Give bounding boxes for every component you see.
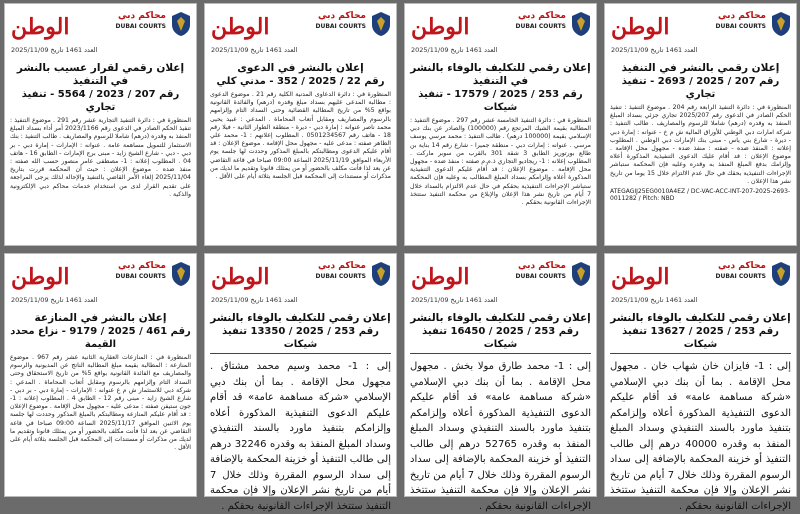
- newspaper-title: الوطن: [211, 264, 270, 290]
- issue-info: العدد 1461 تاريخ 2025/11/09: [611, 46, 698, 54]
- notice-body: إلى : 1- محمد وسيم محمد مشتاق . مجهول محل الإقامة . بما أن بنك دبي الإسلامي «شركة مساهمة عامة» قد أقام عليكم الدعوى التنفيذية المذكورة أعلاه وإلزامكم بتنفيذ ماورد بالسند التنفيذي وسداد المبلغ المنفذ به وقدره 32246 درهم إلى طالب التنفيذ أو خزينة المحكمة بالإضافة إلى سداد الرسوم المقررة وذلك خلال 7 أيام من تاريخ نشر الإعلان وإلا فإن محكمة التنفيذ ستتخذ الإجراءات القانونية بحقكم .: [210, 361, 392, 512]
- dubai-courts-logo: [115, 259, 192, 293]
- notice-card-8: [4, 253, 197, 497]
- dubai-courts-logo: [315, 259, 392, 293]
- court-name-english: DUBAI COURTS: [715, 273, 766, 280]
- divider: [410, 353, 591, 354]
- notice-headline: [405, 312, 596, 351]
- dubai-courts-logo: [115, 9, 192, 43]
- notice-card-6: [404, 253, 597, 512]
- divider: [610, 353, 791, 354]
- dubai-courts-logo: [515, 259, 592, 293]
- court-name-arabic: محاكم دبي: [718, 261, 766, 271]
- notice-body: المنظورة في : دائرة التنفيذ الرابعة رقم 204 . موضوع التنفيذ : تنفيذ الحكم الصادر في الدعوى رقم 2025/207 تجاري جزئي بسداد المبلغ المنفذ به وقدره (درهم) شاملا للرسوم والمصاريف . طالب التنفيذ : شركة امارات دبي الوطني للأوراق المالية ش م خ - عنوانه : إمارة دبي - ديرة - شارع بني ياس - مبنى بنك الإمارات دبي الوطني . المطلوب إعلانه : المنفذ ضده - صفته : منفذ ضده - مجهول محل الإقامة . موضوع الإعلان : قد أقام عليك الدعوى التنفيذية المذكورة أعلاه وإلزامك بدفع المبلغ المنفذ به وقدره وعليه فإن المحكمة ستباشر الإجراءات التنفيذية بحقك في حال عدم الالتزام خلال 15 يوما من تاريخ نشر هذا الإعلان .: [610, 104, 791, 185]
- issue-info: العدد 1461 تاريخ 2025/11/09: [211, 46, 298, 54]
- headline-line-2: رقم 461 / 2025 / 9179 - نزاع محدد القيمة: [10, 326, 191, 350]
- notice-body: إلى : 1- فايزان خان شهاب خان . مجهول محل الإقامة . بما أن بنك دبي الإسلامي «شركة مساهمة عامة» قد أقام عليكم الدعوى التنفيذية المذكورة أعلاه وإلزامكم بتنفيذ ماورد بالسند التنفيذي وسداد المبلغ المنفذ به وقدره 40000 درهم إلى طالب التنفيذ أو خزينة المحكمة بالإضافة إلى سداد الرسوم المقررة وذلك خلال 7 أيام من تاريخ نشر الإعلان وإلا فإن محكمة التنفيذ ستتخذ الإجراءات القانونية بحقكم .: [610, 361, 791, 512]
- court-name-english: DUBAI COURTS: [515, 23, 566, 30]
- headline-line-1: إعلان رقمي للتكليف بالوفاء بالنشر: [610, 312, 791, 324]
- headline-line-2: رقم 207 / 2025 / 2693 - تنفيذ تجاري: [621, 76, 780, 100]
- dubai-crest-icon: [170, 11, 192, 37]
- headline-line-1: إعلان بالنشر في المنازعة: [34, 312, 167, 324]
- headline-line-1: إعلان رقمي للتكليف بالوفاء بالنشر: [410, 312, 591, 324]
- dubai-crest-icon: [570, 11, 592, 37]
- issue-info: العدد 1461 تاريخ 2025/11/09: [11, 46, 98, 54]
- notice-header: [405, 254, 596, 312]
- headline-line-1: إعلان رقمي للتكليف بالوفاء بالنشر: [210, 312, 391, 324]
- issue-info: العدد 1461 تاريخ 2025/11/09: [11, 296, 98, 304]
- notice-card-7: [204, 253, 397, 512]
- court-name-arabic: محاكم دبي: [318, 11, 366, 21]
- court-name-english: DUBAI COURTS: [115, 23, 166, 30]
- notice-headline: [405, 62, 596, 114]
- headline-line-1: إعلان رقمي بالنشر في التنفيذ: [621, 62, 780, 74]
- dubai-crest-icon: [370, 261, 392, 287]
- court-name-english: DUBAI COURTS: [115, 273, 166, 280]
- dubai-crest-icon: [770, 11, 792, 37]
- headline-line-2: رقم 253 / 2025 / 13350 تنفيذ شيكات: [222, 326, 379, 350]
- notice-header: [405, 4, 596, 62]
- issue-info: العدد 1461 تاريخ 2025/11/09: [211, 296, 298, 304]
- notice-body: إلى : 1- محمد طارق مولا بخش . مجهول محل الإقامة . بما أن بنك دبي الإسلامي «شركة مساهمة عامة» قد أقام عليكم الدعوى التنفيذية المذكورة أعلاه وإلزامكم بتنفيذ ماورد بالسند التنفيذي وسداد المبلغ المنفذ به وقدره 52765 درهم إلى طالب التنفيذ أو خزينة المحكمة بالإضافة إلى سداد الرسوم المقررة وذلك خلال 7 أيام من تاريخ نشر الإعلان وإلا فإن محكمة التنفيذ ستتخذ الإجراءات القانونية بحقكم .: [410, 361, 591, 512]
- notice-body: المنظورة في : المنازعات العقارية الثانية عشر رقم 967 . موضوع المنازعة : المطالبة بقيمة مبلغ المطالبة الناتج عن المديونية والرسوم والمصاريف مع الفائدة القانونية بواقع 5% من تاريخ الاستحقاق وحتى السداد التام وإلزامهم بالرسوم ومقابل أتعاب المحاماة . المدعي : شركة دبي للاستثمار ش م ع عنوانه : الإمارات - إمارة دبي - بر دبي - شارع الشيخ زايد - مبنى رقم 12 - الطابق 4 . المطلوب إعلانه : 1- جون ستيفن صفته : مدعى عليه - مجهول محل الإقامة . موضوع الإعلان : قد أقام عليكم المنازعة ومطالبتكم بالمبلغ المذكور وحددت لها جلسة يوم الاثنين الموافق 2025/11/17 الساعة 09:00 صباحا في قاعة التقاضي عن بعد لذا فأنت مكلف بالحضور أو من يمثلك قانونا وتقديم ما لديك من مذكرات أو مستندات إلى المحكمة قبل الجلسة بثلاثة أيام على الأقل .: [10, 354, 192, 452]
- notice-header: [605, 254, 796, 312]
- notice-headline: [205, 62, 396, 88]
- headline-line-2: رقم 207 / 2023 / 5564 - تنفيذ تجاري: [21, 89, 180, 113]
- notice-body: المنظورة في : دائرة التنفيذ التجارية عشر رقم 291 . موضوع التنفيذ : تنفيذ الحكم الصادر في الدعوى رقم 2023/1166 أمر أداء بسداد المبلغ المنفذ به وقدره (درهم) شاملا للرسوم والمصاريف . طالب التنفيذ : بنك الاستثمار للتمويل مساهمة عامة . عنوانه : الإمارات - إمارة دبي - بر دبي - دبي - شارع الشيخ زايد - مبنى برج الإمارات - الطابق 16 - هاتف 04 . المطلوب إعلانه : 1- مصطفى عامر منصور حسب الله صفته : منفذ ضده . موضوع الإعلان : حيث أن المحكمة قررت بتاريخ 2025/11/04 إلغاء الأمر القاضي بالتنفيذ والإحالة لذلك يرجى المراجعة على تقديم القرار لدى من استخدام خدمات محاكم دبي الإلكترونية والذكية .: [10, 117, 192, 198]
- dubai-courts-logo: [515, 9, 592, 43]
- court-name-arabic: محاكم دبي: [118, 11, 166, 21]
- headline-line-2: رقم 22 / 2025 / 352 - مدني كلي: [216, 76, 385, 87]
- notice-card-2: [404, 3, 597, 246]
- newspaper-title: الوطن: [611, 264, 670, 290]
- dubai-courts-logo: [715, 9, 792, 43]
- newspaper-title: الوطن: [411, 14, 470, 40]
- headline-line-1: إعلان رقمي لقرار عسيب بالنشر في التنفيذ: [16, 62, 185, 87]
- dubai-courts-logo: [715, 259, 792, 293]
- court-name-arabic: محاكم دبي: [518, 261, 566, 271]
- court-name-arabic: محاكم دبي: [518, 11, 566, 21]
- dubai-courts-logo: [315, 9, 392, 43]
- issue-info: العدد 1461 تاريخ 2025/11/09: [411, 46, 498, 54]
- dubai-crest-icon: [170, 261, 192, 287]
- court-name-arabic: محاكم دبي: [718, 11, 766, 21]
- newspaper-title: الوطن: [211, 14, 270, 40]
- notice-headline: [5, 312, 196, 351]
- notice-header: [5, 254, 196, 312]
- issue-info: العدد 1461 تاريخ 2025/11/09: [611, 296, 698, 304]
- newspaper-title: الوطن: [11, 264, 70, 290]
- notice-headline: [5, 62, 196, 114]
- notice-headline: [605, 312, 796, 351]
- dubai-crest-icon: [570, 261, 592, 287]
- court-name-english: DUBAI COURTS: [715, 23, 766, 30]
- issue-info: العدد 1461 تاريخ 2025/11/09: [411, 296, 498, 304]
- notice-footer-codes: ATEGAGIJ25EG0010A4EZ / DC-VAC-ACC-INT-207-2025-2693-0011282 / Pitch: NBD: [610, 188, 791, 203]
- court-name-english: DUBAI COURTS: [315, 273, 366, 280]
- headline-line-2: رقم 253 / 2025 / 17579 - تنفيذ شيكات: [418, 89, 583, 113]
- dubai-crest-icon: [770, 261, 792, 287]
- court-name-english: DUBAI COURTS: [315, 23, 366, 30]
- headline-line-2: رقم 253 / 2025 / 16450 تنفيذ شيكات: [422, 326, 579, 350]
- notice-header: [5, 4, 196, 62]
- newspaper-title: الوطن: [11, 14, 70, 40]
- court-name-english: DUBAI COURTS: [515, 273, 566, 280]
- headline-line-1: إعلان رقمي للتكليف بالوفاء بالنشر في التنفيذ: [410, 62, 591, 87]
- notice-header: [605, 4, 796, 62]
- court-name-arabic: محاكم دبي: [318, 261, 366, 271]
- newspaper-title: الوطن: [411, 264, 470, 290]
- notice-body: المنظورة في : دائرة التنفيذ الخامسة عشر رقم 297 . موضوع التنفيذ : المطالبة بقيمة الشيك المرتجع رقم (100000) والصادر عن بنك دبي الإسلامي بقيمة (100000 درهم) . طالب التنفيذ : محمد مرسي يوسف مرسي . عنوانه : إمارات دبي - منطقة جميرا - شارع رقم 14 بناية بن طالع بورتوريز الطابق 3 شقة 301 بالقرب من سوبر ماركت . المطلوب إعلانه : 1- ريجاديو التجاري ذ.م.م صفته : منفذ ضده - مجهول محل الإقامة . موضوع الإعلان : قد أقام عليكم الدعوى التنفيذية المذكورة أعلاه وإلزامكم بسداد المبلغ المطالب به وعليه فإن المحكمة ستباشر الإجراءات التنفيذية بحقكم في حال عدم الالتزام بالسداد خلال 7 أيام من تاريخ نشر هذا الإعلان والإبلاغ من محكمة التنفيذ ستتخذ الإجراءات القانونية بحقكم .: [410, 117, 592, 207]
- newspaper-title: الوطن: [611, 14, 670, 40]
- dubai-crest-icon: [370, 11, 392, 37]
- notice-headline: [605, 62, 796, 101]
- headline-line-2: رقم 253 / 2025 / 13627 تنفيذ شيكات: [622, 326, 779, 350]
- headline-line-1: إعلان بالنشر في الدعوى: [237, 62, 364, 74]
- notice-header: [205, 4, 396, 62]
- divider: [210, 353, 391, 354]
- notice-headline: [205, 312, 396, 351]
- notice-header: [205, 254, 396, 312]
- notice-card-3: [204, 3, 397, 246]
- notice-card-5: [604, 253, 797, 512]
- notice-card-1: [604, 3, 797, 246]
- notice-body: المنظورة في : دائرة الدعاوى المدنية الكلية رقم 21 . موضوع الدعوى : مطالبة المدعى عليهم بسداد مبلغ وقدره (درهم) والفائدة القانونية بواقع 5% من تاريخ المطالبة القضائية وحتى السداد التام وإلزامهم بالرسوم والمصاريف ومقابل أتعاب المحاماة . المدعي : عبيد يحيى محمد ناصر عنوانه : إمارة دبي - ديرة - منطقة الطوار الثانية - فيلا رقم 18 - هاتف رقم 0501234567 . المطلوب إعلانهم : 1- محمد علي الطاهر صفته : مدعى عليه - مجهول محل الإقامة . موضوع الإعلان : قد أقام عليكم الدعوى ومطالبتكم بالمبلغ المذكور وحددت لها جلسة يوم الأربعاء الموافق 2025/11/19 الساعة 09:00 صباحا في قاعة التقاضي عن بعد لذا فأنت مكلف بالحضور أو من يمثلك قانونا وتقديم ما لديك من مذكرات أو مستندات إلى المحكمة قبل الجلسة بثلاثة أيام على الأقل .: [210, 91, 392, 181]
- court-name-arabic: محاكم دبي: [118, 261, 166, 271]
- notice-card-4: [4, 3, 197, 246]
